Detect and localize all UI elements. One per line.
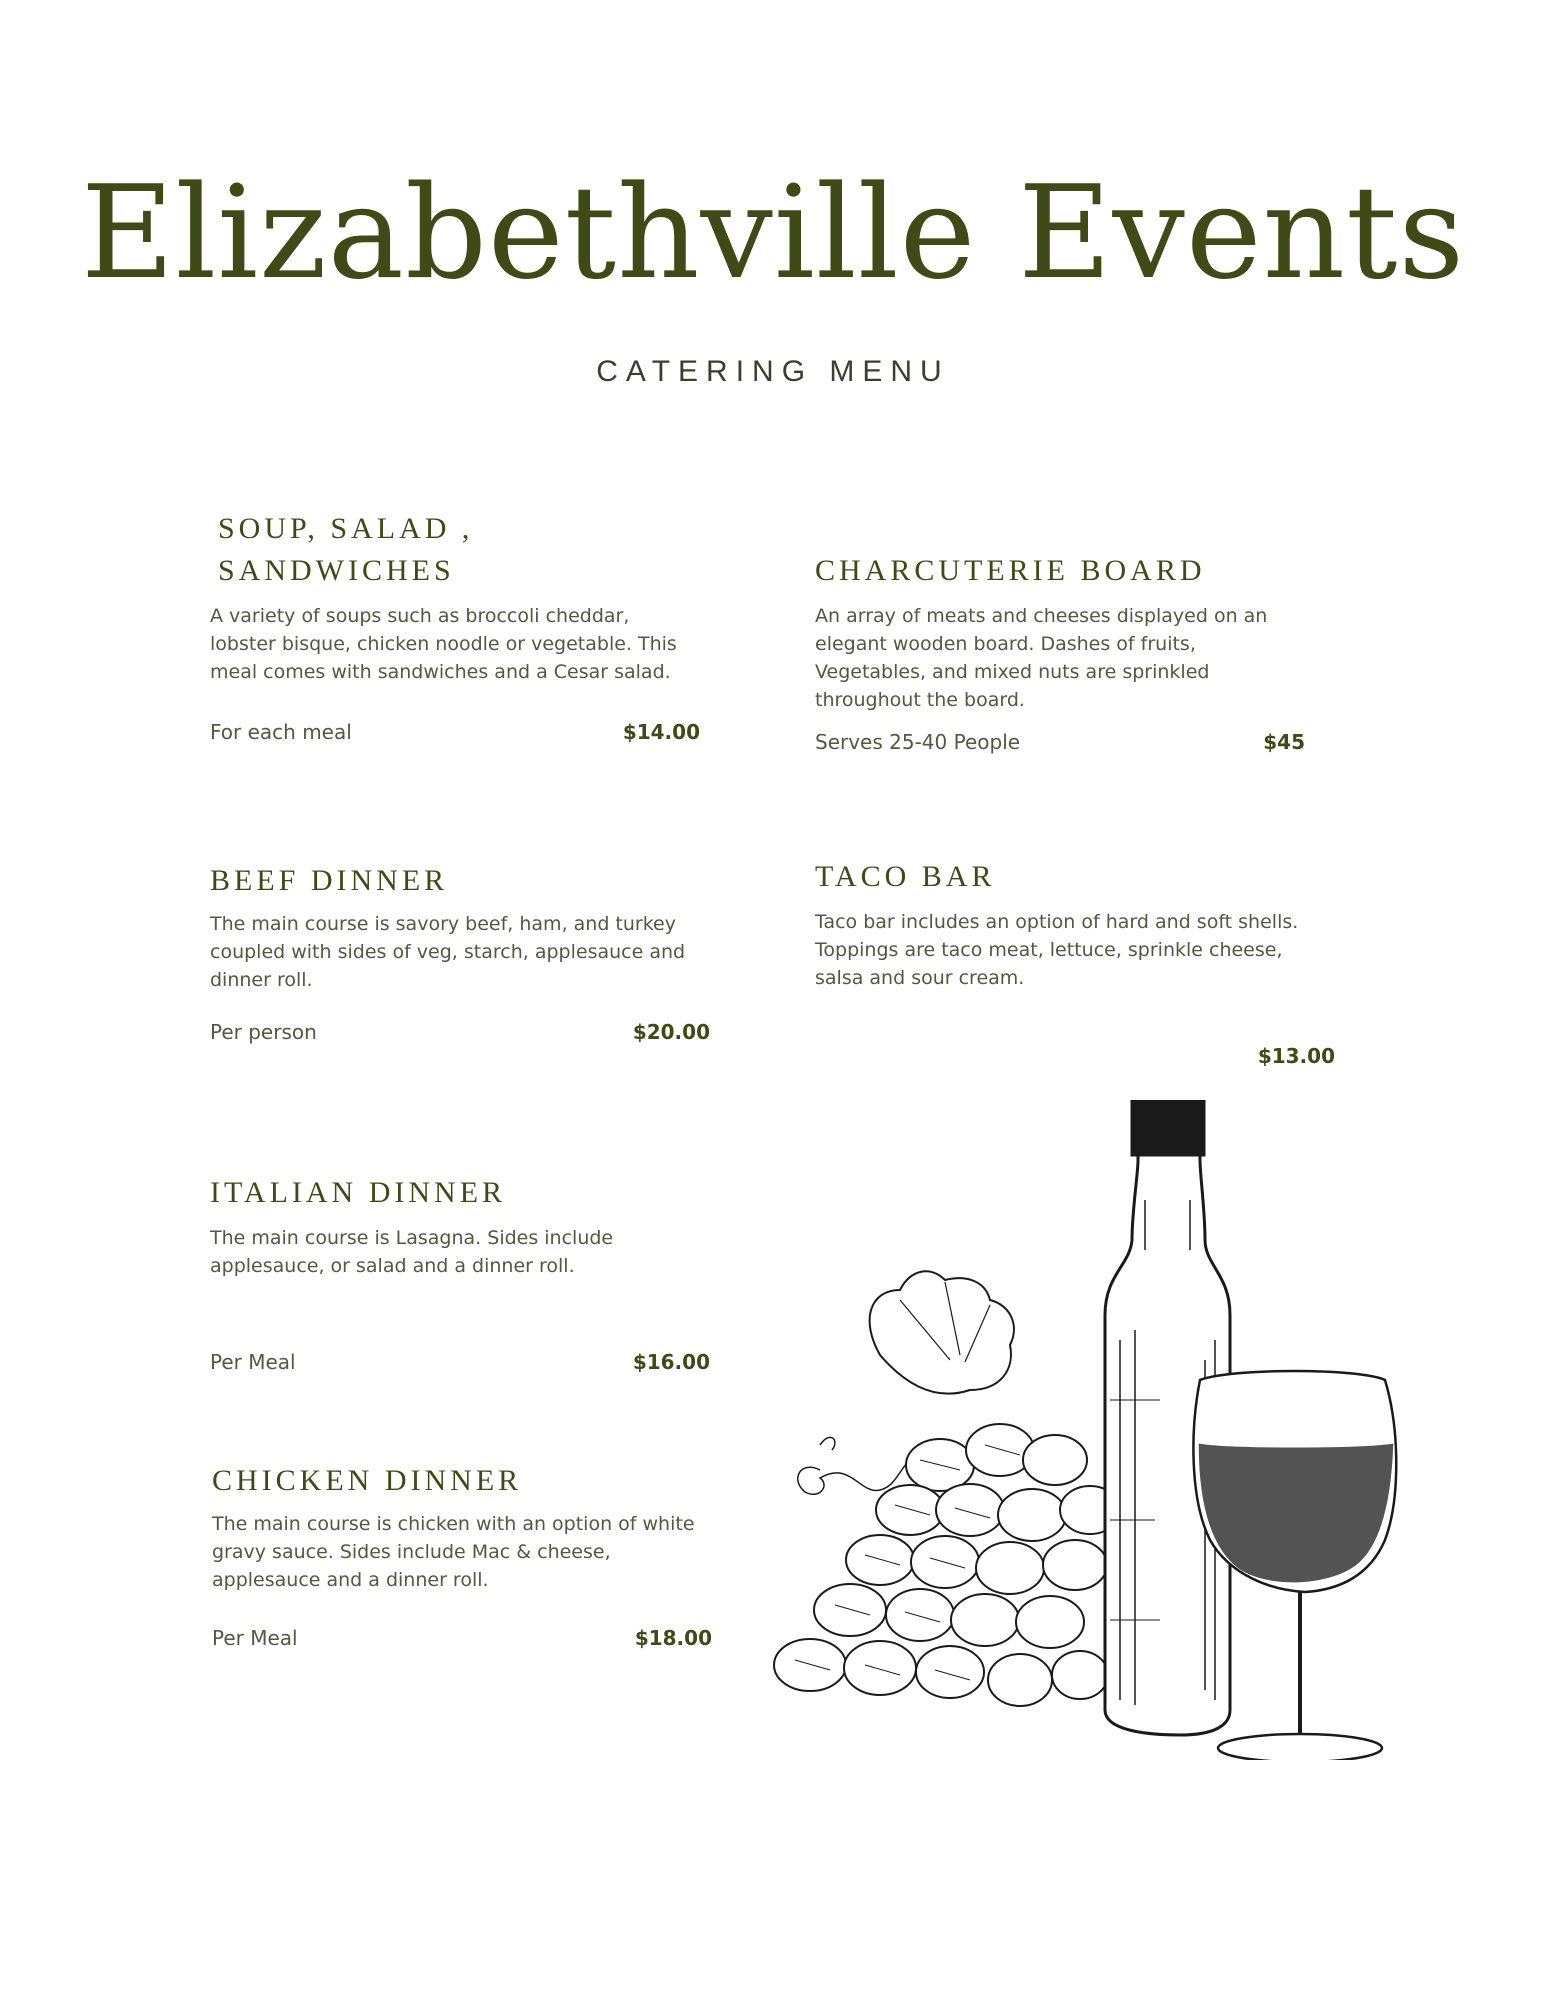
section-price-beef: $20.00	[632, 1020, 710, 1044]
section-title-taco: TACO BAR	[815, 860, 996, 893]
menu-section-charcuterie	[815, 550, 1315, 770]
section-title-soup-line1: SOUP, SALAD ,	[218, 512, 474, 545]
section-price-chicken: $18.00	[634, 1626, 712, 1650]
section-price-soup: $14.00	[622, 720, 700, 744]
menu-section-chicken	[212, 1460, 712, 1660]
section-price-charcuterie: $45	[1263, 730, 1305, 754]
section-price-taco: $13.00	[1257, 1044, 1335, 1068]
section-description-chicken: The main course is chicken with an option of white gravy sauce. Sides include Mac & cheese, applesauce and a dinner roll.	[212, 1513, 695, 1591]
section-unit-soup: For each meal	[210, 720, 352, 744]
wine-bottle-glass-grapes-illustration	[760, 1100, 1400, 1760]
section-title-chicken: CHICKEN DINNER	[212, 1464, 523, 1497]
menu-section-taco	[815, 856, 1335, 1076]
menu-section-soup	[210, 508, 710, 758]
menu-section-beef	[210, 860, 710, 1060]
section-unit-charcuterie: Serves 25-40 People	[815, 730, 1021, 754]
page-title: Elizabethville Events	[80, 159, 1466, 308]
section-unit-beef: Per person	[210, 1020, 317, 1044]
section-title-soup-line2: SANDWICHES	[218, 554, 455, 587]
section-title-charcuterie: CHARCUTERIE BOARD	[815, 554, 1206, 587]
section-unit-chicken: Per Meal	[212, 1626, 298, 1650]
section-description-soup: A variety of soups such as broccoli cheddar, lobster bisque, chicken noodle or vegetable. This meal comes with sandwiches and a Cesar salad.	[210, 605, 677, 683]
section-description-taco: Taco bar includes an option of hard and soft shells. Toppings are taco meat, lettuce, sprinkle cheese, salsa and sour cream.	[815, 911, 1299, 989]
page-subtitle: CATERING MENU	[596, 355, 950, 388]
section-description-beef: The main course is savory beef, ham, and turkey coupled with sides of veg, starch, applesauce and dinner roll.	[210, 913, 686, 991]
section-title-italian: ITALIAN DINNER	[210, 1176, 507, 1209]
section-title-beef: BEEF DINNER	[210, 864, 449, 897]
menu-section-italian	[210, 1172, 710, 1372]
section-description-charcuterie: An array of meats and cheeses displayed on an elegant wooden board. Dashes of fruits, Vegetables, and mixed nuts are sprinkled throughout the board.	[815, 605, 1268, 711]
section-unit-italian: Per Meal	[210, 1350, 296, 1374]
grape-leaf-icon	[870, 1271, 1014, 1393]
section-title-soup	[218, 508, 710, 592]
section-price-italian: $16.00	[632, 1350, 710, 1374]
section-description-italian: The main course is Lasagna. Sides include applesauce, or salad and a dinner roll.	[210, 1227, 614, 1277]
